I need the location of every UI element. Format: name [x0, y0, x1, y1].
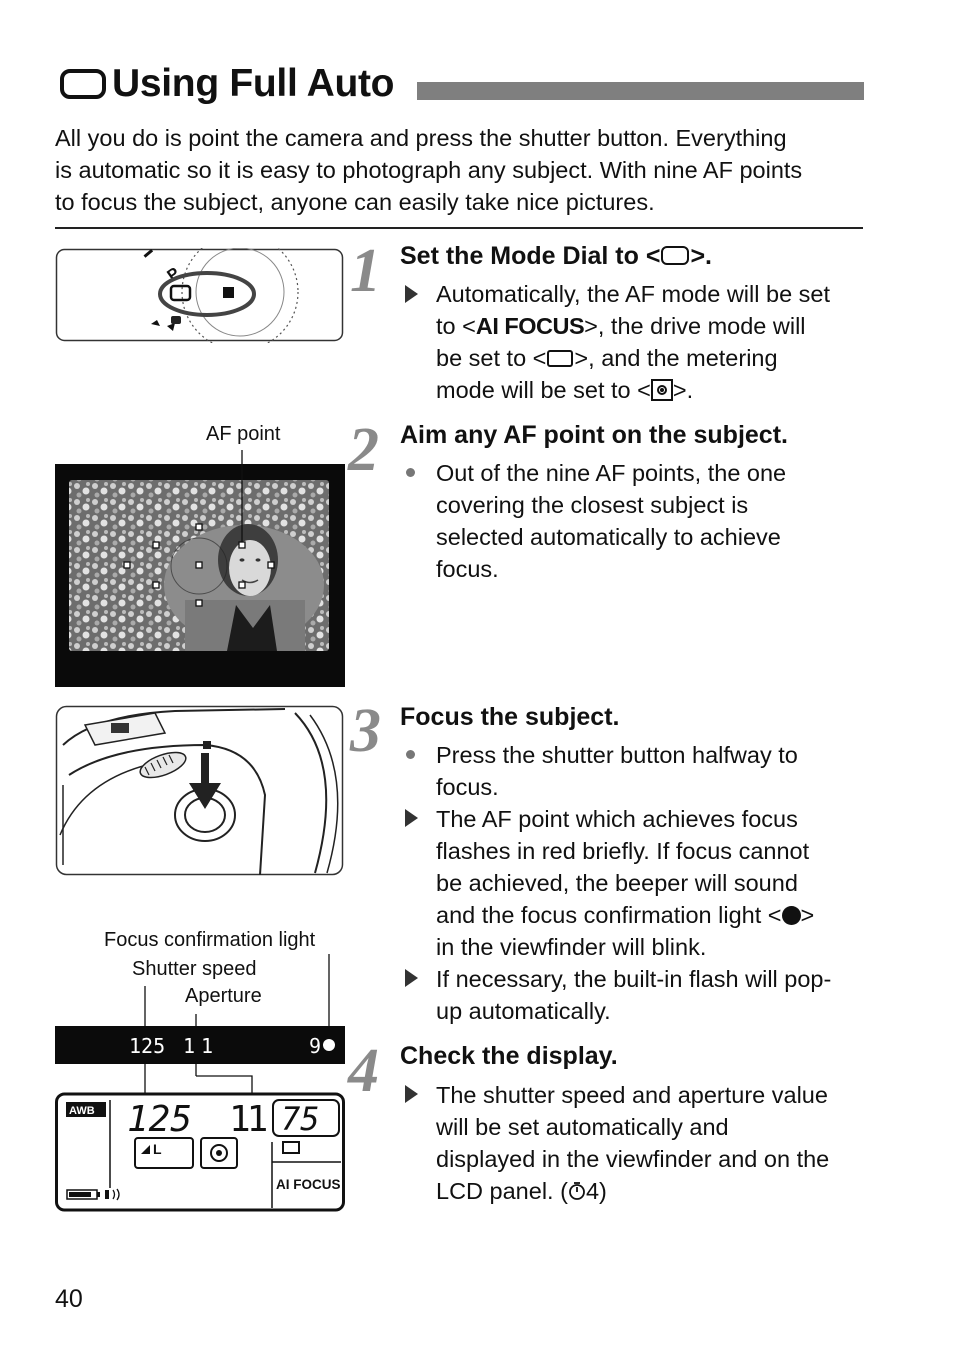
lcd-shutter: 125 — [127, 1099, 193, 1140]
step-3-line: flashes in red briefly. If focus cannot — [436, 838, 810, 864]
page-reference-icon — [568, 1181, 586, 1201]
lcd-af-mode: AI FOCUS — [276, 1177, 341, 1192]
step-4-line: LCD panel. ( 4) — [436, 1178, 607, 1204]
focus-confirmation-icon — [782, 906, 801, 925]
step-4-title: Check the display. — [400, 1042, 618, 1070]
arrow-bullet-icon — [405, 969, 418, 987]
step-number: 2 — [348, 416, 379, 484]
step-2-line: Out of the nine AF points, the one — [436, 460, 787, 486]
step-3-line: up automatically. — [436, 998, 611, 1024]
step-3-line: be achieved, the beeper will sound — [436, 870, 798, 896]
step-3-line: focus. — [436, 774, 499, 800]
display-figure — [55, 950, 347, 1214]
page-title — [60, 62, 394, 106]
single-shot-icon — [547, 350, 573, 367]
lcd-aperture: 11 — [229, 1099, 265, 1140]
full-auto-icon — [661, 246, 689, 265]
quality-icon: L — [153, 1141, 162, 1157]
step-1-line: mode will be set to < >. — [436, 377, 694, 403]
full-auto-icon — [60, 69, 106, 99]
arrow-bullet-icon — [405, 1085, 418, 1103]
step-2-line: focus. — [436, 556, 499, 582]
step-3-title: Focus the subject. — [400, 703, 620, 731]
intro-line: is automatic so it is easy to photograph any subject. With nine AF points — [55, 157, 803, 183]
step-3-line: in the viewfinder will blink. — [436, 934, 707, 960]
step-1-line: be set to < >, and the metering — [436, 345, 778, 371]
step-2-line: selected automatically to achieve — [436, 524, 781, 550]
intro-line: to focus the subject, anyone can easily take nice pictures. — [55, 189, 655, 215]
bullet-dot-icon — [406, 750, 415, 759]
step-1-line: to <AI FOCUS>, the drive mode will — [436, 313, 806, 339]
intro-paragraph — [55, 122, 875, 218]
step-3-line: If necessary, the built-in flash will pop- — [436, 966, 832, 992]
step-number: 4 — [348, 1037, 379, 1105]
focus-confirmation-light-label: Focus confirmation light — [104, 929, 316, 951]
title-bar-decoration — [417, 82, 864, 100]
dial-letter-p: P — [164, 264, 183, 285]
bullet-dot-icon — [406, 468, 415, 477]
page-number: 40 — [55, 1285, 83, 1313]
step-4-line: The shutter speed and aperture value — [436, 1082, 828, 1108]
viewfinder-aperture: 11 — [183, 1034, 220, 1058]
shutter-button-figure — [55, 705, 345, 877]
aperture-label: Aperture — [185, 985, 262, 1007]
step-3-line: The AF point which achieves focus — [436, 806, 798, 832]
awb-icon: AWB — [69, 1105, 95, 1117]
step-3-line: Press the shutter button halfway to — [436, 742, 798, 768]
section-divider — [55, 227, 863, 229]
mode-dial-figure — [55, 248, 345, 343]
step-4-line: displayed in the viewfinder and on the — [436, 1146, 830, 1172]
shutter-speed-label: Shutter speed — [132, 958, 257, 980]
step-3-line: and the focus confirmation light < > — [436, 902, 815, 928]
page-title-text: Using Full Auto — [112, 62, 395, 105]
viewfinder-shutter: 125 — [129, 1034, 166, 1058]
intro-line: All you do is point the camera and press the shutter button. Everything — [55, 125, 787, 151]
viewfinder-photo-figure — [55, 450, 345, 687]
step-2-line: covering the closest subject is — [436, 492, 749, 518]
arrow-bullet-icon — [405, 809, 418, 827]
lcd-shots: 75 — [281, 1100, 320, 1138]
step-4-line: will be set automatically and — [436, 1114, 729, 1140]
ai-focus-icon: AI FOCUS — [475, 313, 585, 339]
step-number: 3 — [350, 697, 381, 765]
step-2-title: Aim any AF point on the subject. — [400, 421, 788, 449]
step-1-line: Automatically, the AF mode will be set — [436, 281, 831, 307]
af-point-label: AF point — [206, 423, 281, 445]
step-1-title: Set the Mode Dial to < >. — [400, 242, 712, 270]
arrow-bullet-icon — [405, 285, 418, 303]
step-number: 1 — [350, 237, 381, 305]
viewfinder-count: 9 — [309, 1034, 322, 1058]
evaluative-metering-icon — [651, 379, 673, 401]
